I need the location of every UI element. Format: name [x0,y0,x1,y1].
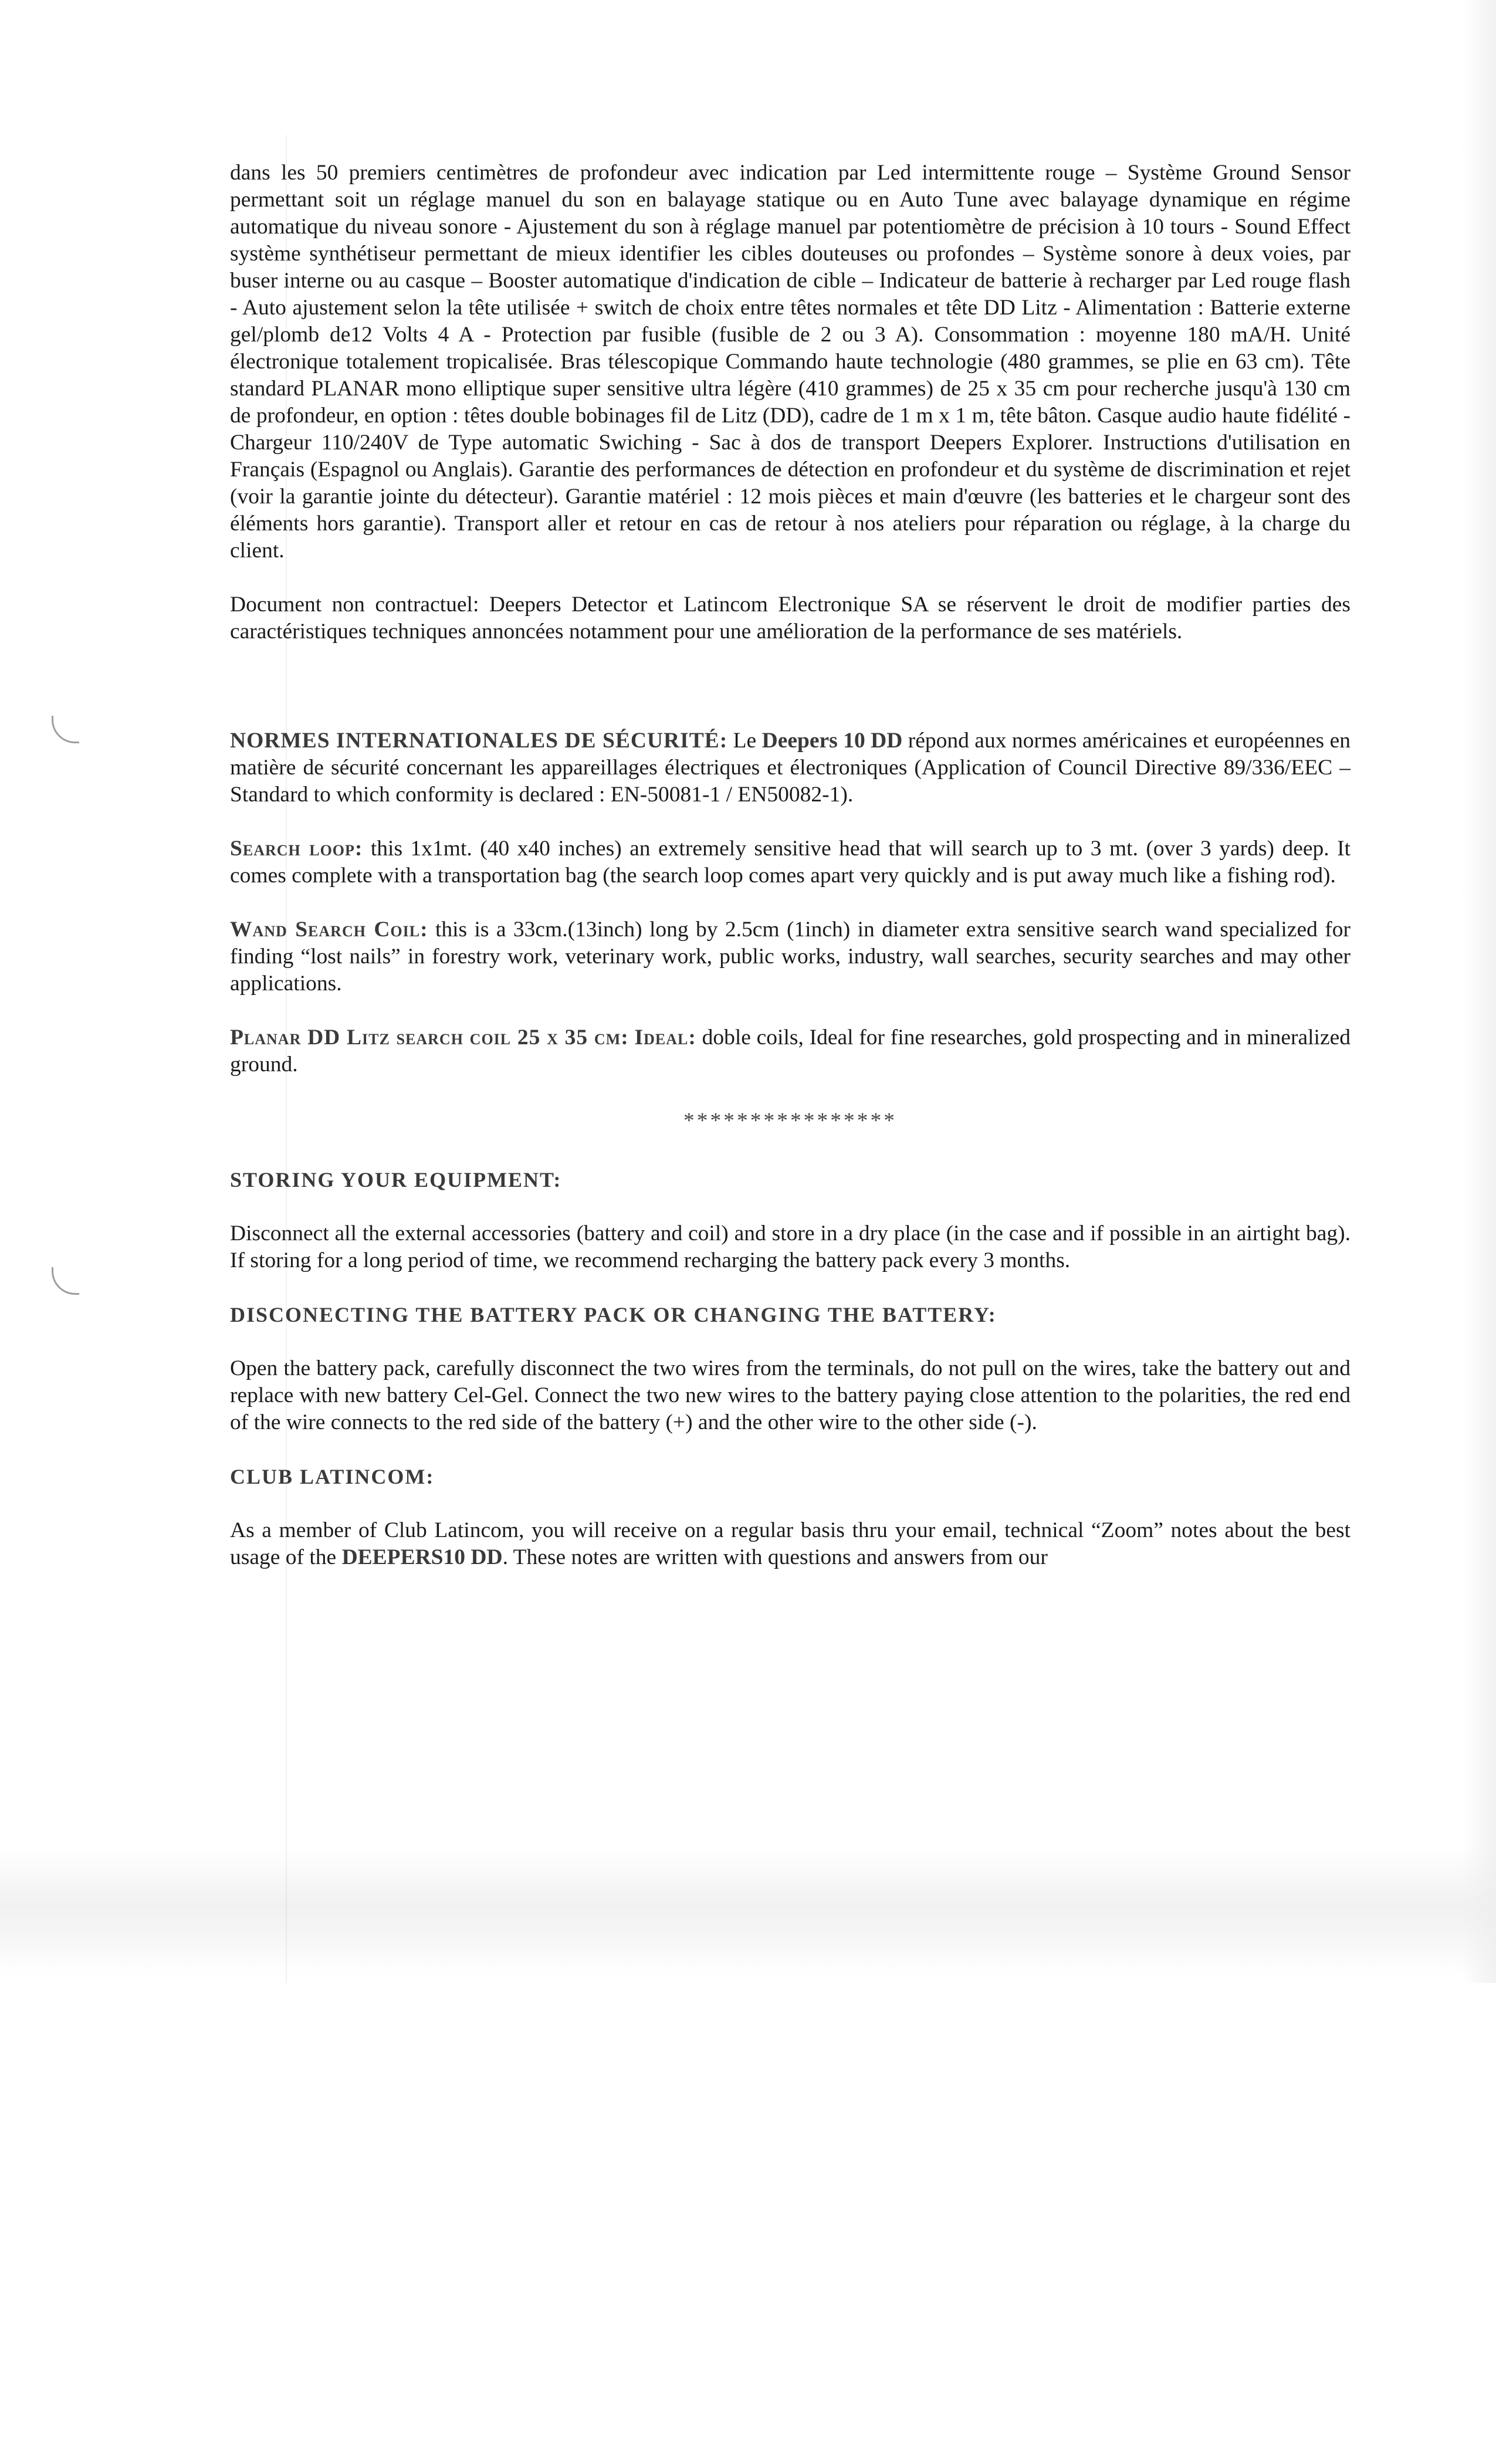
document-page [230,160,1351,1571]
storing-paragraph: Disconnect all the external accessories (battery and coil) and store in a dry place (in the case and if possible in an airtight bag). If storing for a long period of time, we recommend recharging the battery pack every 3 months. [230,1221,1351,1272]
club-text: As a member of Club Latincom, you will receive on a regular basis thru your email, technical “Zoom” notes about the best usage of the [230,1518,1351,1569]
club-product-name: DEEPERS10 DD [341,1545,503,1569]
safety-standards-text-2: répond aux normes américaines et européennes en matière de sécurité concernant les appareillages électriques et électroniques (Application of Council Directive 89/336/EEC – Standard to which conformity is declared : EN-50081-1 / EN50082-1). [230,729,1351,807]
disconnecting-paragraph: Open the battery pack, carefully disconnect the two wires from the terminals, do not pull on the wires, take the battery out and replace with new battery Cel-Gel. Connect the two new wires to the battery paying close attention to the polarities, the red end of the wire connects to the red side of the battery (+) and the other wire to the other side (-). [230,1356,1351,1434]
safety-standards-text: Le [727,729,762,753]
product-name: Deepers 10 DD [761,729,903,753]
section-divider: **************** [683,1109,897,1133]
scan-shadow [0,1848,1496,1977]
club-paragraph [230,1517,1351,1571]
planar-coil-text: doble coils, Ideal for fine researches, gold prospecting and in mineralized ground. [230,1025,1351,1077]
search-loop-label: Search loop: [230,837,363,861]
wand-coil-text: this is a 33cm.(13inch) long by 2.5cm (1inch) in diameter extra sensitive search wand specialized for finding “lost nails” in forestry work, veterinary work, public works, industry, wall searches, security searches and may other applications. [230,918,1351,996]
wand-coil-paragraph [230,916,1351,997]
specifications-paragraph: dans les 50 premiers centimètres de profondeur avec indication par Led intermittente rouge – Système Ground Sensor permettant soit un réglage manuel du son en balayage statique ou en Auto Tune avec balayage dynamique en régime automatique du niveau sonore - Ajustement du son à réglage manuel par potentiomètre de précision à 10 tours - Sound Effect système synthétiseur permettant de mieux identifier les cibles douteuses ou profondes – Système sonore à deux voies, par buser interne ou au casque – Booster automatique d'indication de cible – Indicateur de batterie à recharger par Led rouge flash - Auto ajustement selon la tête utilisée + switch de choix entre têtes normales et tête DD Litz - Alimentation : Batterie externe gel/plomb de12 Volts 4 A - Protection par fusible (fusible de 2 ou 3 A). Consommation : moyenne 180 mA/H. Unité électronique totalement tropicalisée. Bras télescopique Commando haute technologie (480 grammes, se plie en 63 cm). Tête standard PLANAR mono elliptique super sensitive ultra légère (410 grammes) de 25 x 35 cm pour recherche jusqu'à 130 cm de profondeur, en option : têtes double bobinages fil de Litz (DD), cadre de 1 m x 1 m, tête bâton. Casque audio haute fidélité - Chargeur 110/240V de Type automatic Swiching - Sac à dos de transport Deepers Explorer. Instructions d'utilisation en Français (Espagnol ou Anglais). Garantie des performances de détection en profondeur et du système de discrimination et rejet (voir la garantie jointe du détecteur). Garantie matériel : 12 mois pièces et main d'œuvre (les batteries et le chargeur sont des éléments hors garantie). Transport aller et retour en cas de retour à nos ateliers pour réparation ou réglage, à la charge du client. [230,161,1351,563]
planar-coil-label: Planar DD Litz search coil 25 x 35 cm: [230,1025,629,1050]
planar-coil-paragraph [230,1024,1351,1078]
search-loop-text: this 1x1mt. (40 x40 inches) an extremely sensitive head that will search up to 3 mt. (over 3 yards) deep. It comes complete with a transportation bag (the search loop comes apart very quickly and is put away much like a fishing rod). [230,837,1351,888]
search-loop-paragraph [230,835,1351,889]
club-heading: CLUB LATINCOM: [230,1465,435,1488]
club-text-2: . These notes are written with questions and answers from our [502,1545,1048,1569]
safety-standards-paragraph [230,727,1351,808]
safety-standards-label: NORMES INTERNATIONALES DE SÉCURITÉ: [230,729,728,753]
disclaimer-paragraph: Document non contractuel: Deepers Detector et Latincom Electronique SA se réservent le droit de modifier parties des caractéristiques techniques annoncées notamment pour une amélioration de la performance de ses matériels. [230,593,1351,644]
binder-hole-mark [52,716,79,743]
binder-hole-mark [52,1267,79,1295]
planar-ideal-label: Ideal: [634,1025,696,1050]
disconnecting-heading: DISCONECTING THE BATTERY PACK OR CHANGING THE BATTERY: [230,1303,997,1326]
scan-edge-shadow [1461,0,1496,1983]
wand-coil-label: Wand Search Coil: [230,918,428,942]
storing-heading: STORING YOUR EQUIPMENT: [230,1168,562,1192]
